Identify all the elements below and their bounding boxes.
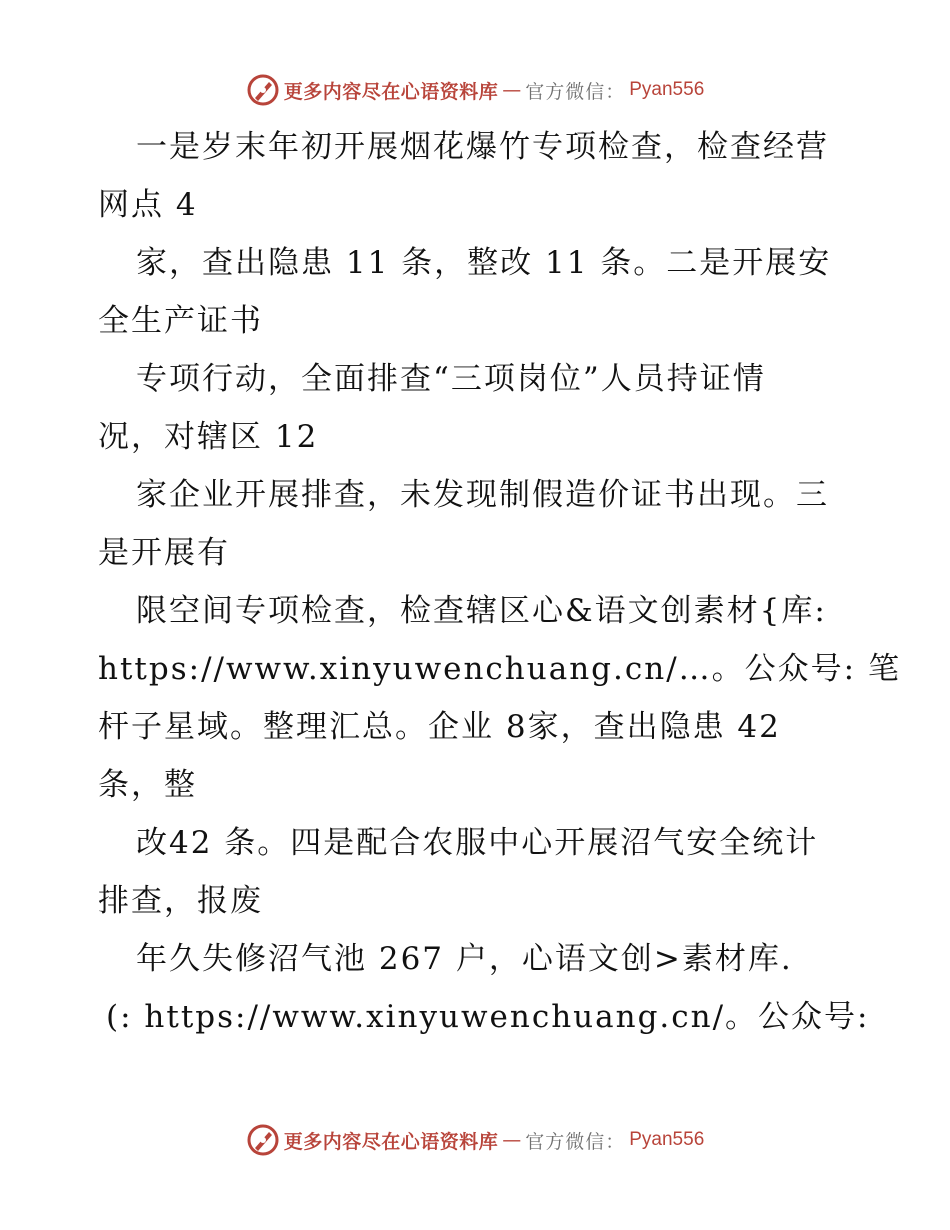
text-line-6: 况，对辖区 12 [98, 419, 319, 455]
text-line-8: 是开展有 [98, 535, 230, 571]
watermark-dash: — [502, 1129, 522, 1151]
header-watermark [0, 70, 950, 110]
text-line-1: 一是岁末年初开展烟花爆竹专项检查，检查经营 [136, 129, 829, 165]
text-line-14: 排查，报废 [98, 883, 263, 919]
text-line-11: 杆子星域。整理汇总。企业 8家，查出隐患 42 [98, 709, 781, 745]
watermark-wechat-id: Pyan556 [629, 1129, 705, 1150]
watermark-main-text: 更多内容尽在心语资料库 [283, 80, 499, 103]
text-line-3: 家，查出隐患 11 条，整改 11 条。二是开展安 [136, 245, 832, 281]
watermark-wechat-id: Pyan556 [629, 79, 705, 100]
footer-watermark [0, 1120, 950, 1160]
watermark-main-text: 更多内容尽在心语资料库 [283, 1130, 499, 1153]
text-line-5: 专项行动，全面排查“三项岗位”人员持证情 [136, 361, 766, 397]
text-line-10: https://www.xinyuwenchuang.cn/…。公众号: 笔 [98, 651, 901, 687]
text-line-16: (: https://www.xinyuwenchuang.cn/。公众号: [106, 999, 870, 1035]
text-line-9: 限空间专项检查，检查辖区心&语文创素材{库: [136, 593, 827, 629]
text-line-7: 家企业开展排查，未发现制假造价证书出现。三 [136, 477, 829, 513]
logo-icon [246, 73, 280, 107]
watermark-dash: — [502, 79, 522, 101]
document-body [98, 118, 901, 1046]
logo-icon [246, 1123, 280, 1157]
text-line-15: 年久失修沼气池 267 户，心语文创>素材库. [136, 941, 793, 977]
text-line-12: 条，整 [98, 767, 197, 803]
watermark-official-label: 官方微信： [525, 80, 626, 103]
text-line-4: 全生产证书 [98, 303, 263, 339]
watermark-official-label: 官方微信： [525, 1130, 626, 1153]
text-line-13: 改42 条。四是配合农服中心开展沼气安全统计 [136, 825, 819, 861]
text-line-2: 网点 4 [98, 187, 198, 223]
